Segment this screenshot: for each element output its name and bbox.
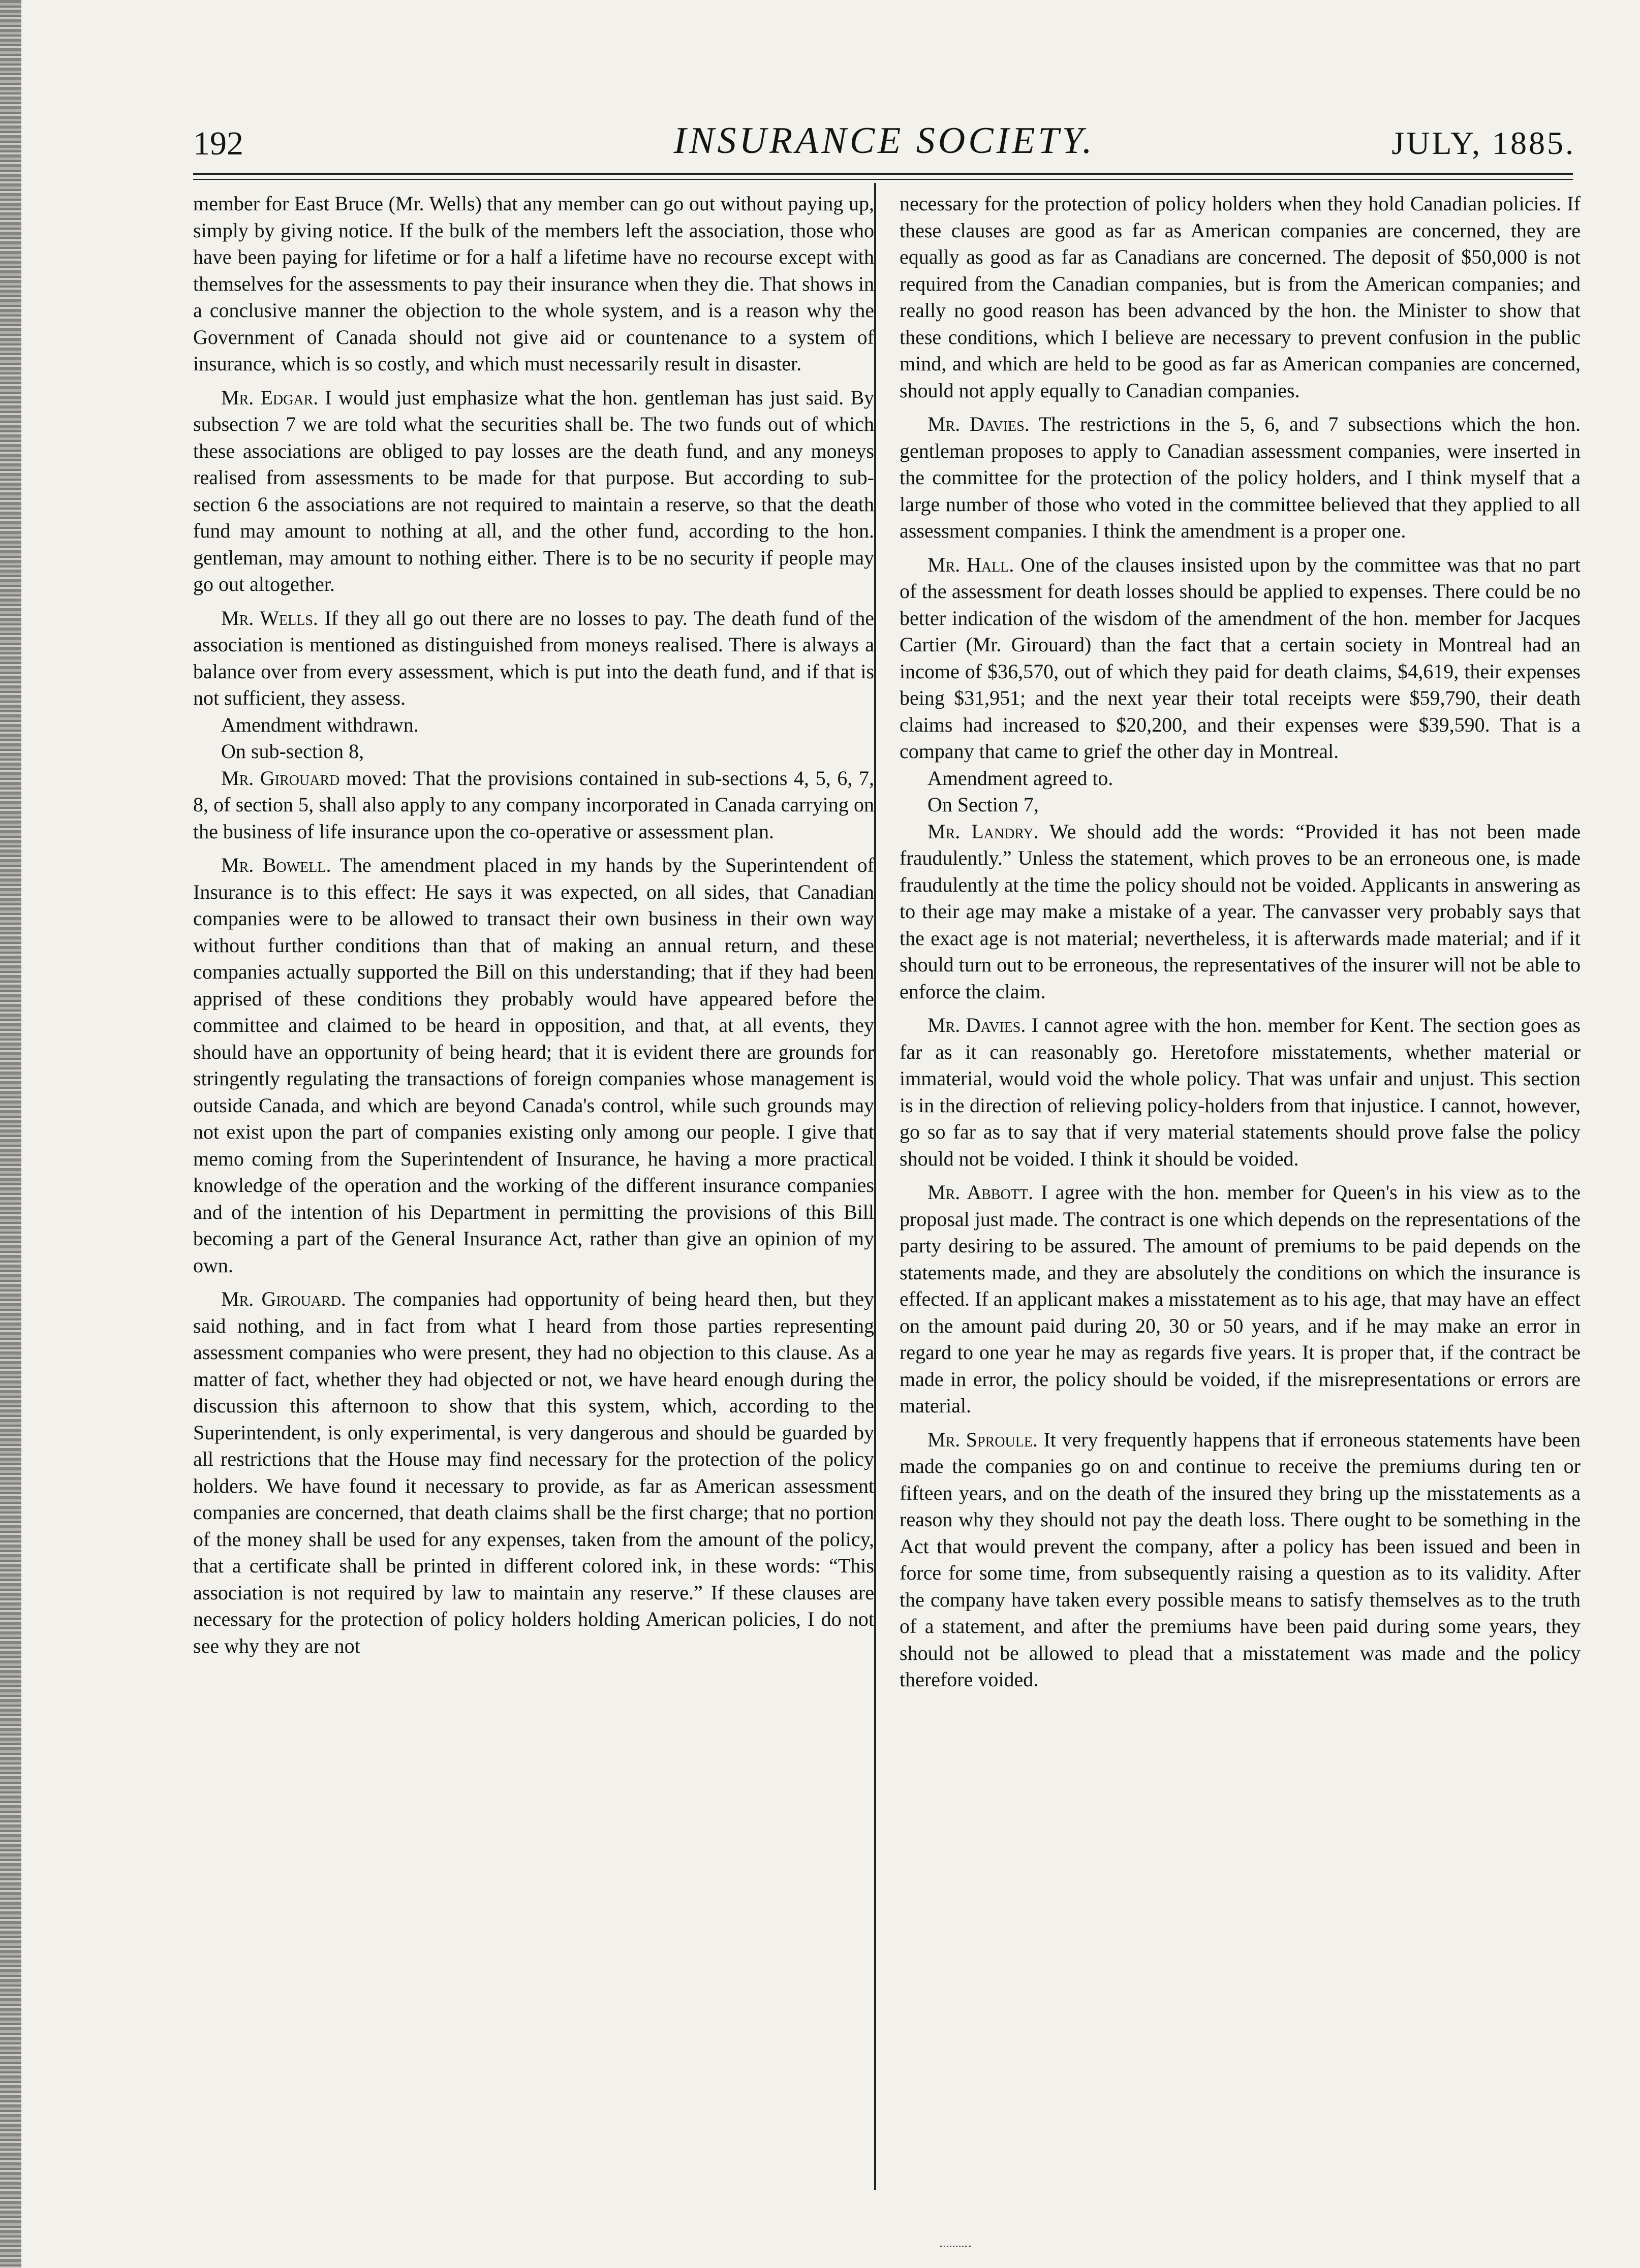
speaker-name: Mr. Girouard — [221, 766, 340, 790]
speaker-name: Mr. Girouard. — [221, 1287, 346, 1310]
speaker-name: Mr. Landry. — [927, 820, 1039, 843]
paragraph: Mr. Davies. I cannot agree with the hon. member for Kent. The section goes as far as it can reasonably go. Heretofore misstatements, whether material or immaterial, would void the whole policy. That was unfair and unjust. This section is in the direction of relieving policy-holders from that injustice. I cannot, however, go so far as to say that if very material statements should prove false the policy should not be voided. I think it should be voided. — [900, 1014, 1581, 1170]
speaker-name: Mr. Edgar. — [221, 386, 319, 409]
page-number: 192 — [193, 125, 243, 162]
right-column — [900, 191, 1581, 2192]
paragraph: member for East Bruce (Mr. Wells) that any member can go out without paying up, simply by giving notice. If the bulk of the members left the association, those who have been paying for lifetime or for a half a lifetime have no recourse except with themselves for the assessments to pay their insurance when they die. That shows in a conclusive manner the objection to the whole system, and is a reason why the Government of Canada should not give aid or countenance to a system of insurance, which is so costly, and which must necessarily result in disaster. — [193, 192, 874, 375]
paragraph: Amendment withdrawn. — [221, 713, 419, 736]
footer-ornament — [940, 2246, 971, 2247]
issue-date: JULY, 1885. — [1391, 125, 1575, 161]
paragraph: Mr. Sproule. It very frequently happens that if erroneous statements have been made the companies go on and continue to receive the premiums during ten or fifteen years, and on the death of the insured they bring up the misstatements as a reason why they should not pay the death loss. There ought to be something in the Act that would prevent the company, after a policy has been issued and been in force for some time, from subsequently raising a question as to its validity. After the company have taken every possible means to satisfy themselves as to the truth of a statement, and after the premiums have been paid during some years, they should not be allowed to plead that a misstatement was made and the policy therefore voided. — [900, 1428, 1581, 1691]
left-column — [193, 191, 874, 2192]
paragraph: Mr. Girouard. The companies had opportunity of being heard then, but they said nothing, and in fact from what I heard from those parties representing assessment companies who were present, they had no objection to this clause. As a matter of fact, whether they had objected or not, we have heard enough during the discussion this afternoon to show that this system, which, according to the Superintendent, is only experimental, is very dangerous and should be guarded by all restrictions that the House may find necessary for the protection of the policy holders. We have found it necessary to provide, as far as American assessment companies are concerned, that death claims shall be the first charge; that no portion of the money shall be used for any expenses, taken from the amount of the policy, that a certificate shall be printed in different colored ink, in these words: “This association is not required by law to maintain any reserve.” If these clauses are necessary for the protection of policy holders holding American policies, I do not see why they are not — [193, 1287, 874, 1657]
paragraph: On sub-section 8, — [221, 740, 364, 763]
paragraph: Mr. Wells. If they all go out there are no losses to pay. The death fund of the association is mentioned as distinguished from moneys realised. There is always a balance over from every assessment, which is put into the death fund, and if that is not sufficient, they assess. — [193, 606, 874, 709]
paragraph: Mr. Hall. One of the clauses insisted upon by the committee was that no part of the assessment for death losses should be applied to expenses. There could be no better indication of the wisdom of the amendment of the hon. member for Jacques Cartier (Mr. Girouard) than the fact that a certain society in Montreal had an income of $36,570, out of which they paid for death claims, $4,619, their expenses being $31,951; and the next year their total receipts were $59,790, their death claims had increased to $20,200, and their expenses were $39,590. That is a company that came to grief the other day in Montreal. — [900, 553, 1581, 763]
paragraph: Mr. Abbott. I agree with the hon. member for Queen's in his view as to the proposal just made. The contract is one which depends on the representations of the party desiring to be assured. The amount of premiums to be paid depends on the statements made, and they are absolutely the conditions on which the insurance is effected. If an applicant makes a misstatement as to his age, that may have an effect on the amount paid during 20, 30 or 50 years, and if he may make an error in regard to one year he may as regards five years. It is proper that, if the contract be made in error, the policy should be voided, if the misrepresentations or errors are material. — [900, 1181, 1581, 1417]
paragraph: necessary for the protection of policy holders when they hold Canadian policies. If these clauses are good as far as American companies are concerned, they are equally as good as far as Canadians are concerned. The deposit of $50,000 is not required from the Canadian companies, but is from the American companies; and really no good reason has been advanced by the hon. the Minister to show that these conditions, which I believe are necessary to prevent confusion in the public mind, and which are held to be good as far as American companies are concerned, should not apply equally to Canadian companies. — [900, 192, 1581, 402]
paragraph: Mr. Bowell. The amendment placed in my hands by the Superintendent of Insurance is to this effect: He says it was expected, on all sides, that Canadian companies were to be allowed to transact their own business in their own way without further conditions than that of making an annual return, and these companies actually supported the Bill on this understanding; that if they had been apprised of these conditions they probably would have appeared before the committee and claimed to be heard in opposition, and that, at all events, they should have an opportunity of being heard; that it is evident there are grounds for stringently regulating the transactions of foreign companies whose management is outside Canada, and which are beyond Canada's control, while such grounds may not exist upon the part of companies existing only among our people. I give that memo coming from the Superintendent of Insurance, he having a more practical knowledge of the operation and the working of the different insurance companies and of the intention of his Department in permitting the provisions of this Bill becoming a part of the General Insurance Act, rather than give an opinion of my own. — [193, 854, 874, 1277]
paragraph: Mr. Girouard moved: That the provisions contained in sub-sections 4, 5, 6, 7, 8, of section 5, shall also apply to any company incorporated in Canada carrying on the business of life insurance upon the co-operative or assessment plan. — [193, 766, 874, 843]
paragraph: On Section 7, — [927, 793, 1039, 816]
running-header — [193, 114, 1575, 170]
paragraph: Mr. Davies. The restrictions in the 5, 6, and 7 subsections which the hon. gentleman proposes to apply to Canadian assessment companies, were inserted in the committee for the protection of the policy holders, and I think myself that a large number of those who voted in the committee believed that they applied to all assessment companies. I think the amendment is a proper one. — [900, 413, 1581, 542]
header-rule-thin — [193, 179, 1573, 180]
speaker-name: Mr. Hall. — [927, 553, 1014, 576]
speaker-name: Mr. Davies. — [927, 413, 1030, 435]
publication-title: INSURANCE SOCIETY. — [673, 120, 1095, 162]
binding-edge — [0, 0, 21, 2268]
speaker-name: Mr. Sproule. — [927, 1428, 1038, 1451]
speaker-name: Mr. Abbott. — [927, 1181, 1033, 1204]
paragraph: Mr. Landry. We should add the words: “Provided it has not been made fraudulently.” Unless the statement, which proves to be an erroneous one, is made fraudulently at the time the policy should not be voided. Applicants in answering as to their age may make a mistake of a year. The canvasser very probably says that the exact age is not material; nevertheless, it is afterwards made material; and if it should turn out to be erroneous, the representatives of the insurer will not be able to enforce the claim. — [900, 820, 1581, 1003]
speaker-name: Mr. Bowell. — [221, 854, 331, 876]
paragraph: Amendment agreed to. — [927, 766, 1113, 790]
speaker-name: Mr. Davies. — [927, 1014, 1026, 1036]
paragraph: Mr. Edgar. I would just emphasize what the hon. gentleman has just said. By subsection 7 we are told what the securities shall be. The two funds out of which these associations are obliged to pay losses are the death fund, and any moneys realised from assessments to be made for that purpose. But according to sub-section 6 the associations are not required to maintain a reserve, so that the death fund may amount to nothing at all, and the other fund, according to the hon. gentleman, may amount to nothing either. There is to be no security if people may go out altogether. — [193, 386, 874, 595]
column-rule — [874, 183, 876, 2190]
header-rule — [193, 173, 1573, 175]
speaker-name: Mr. Wells. — [221, 606, 318, 629]
